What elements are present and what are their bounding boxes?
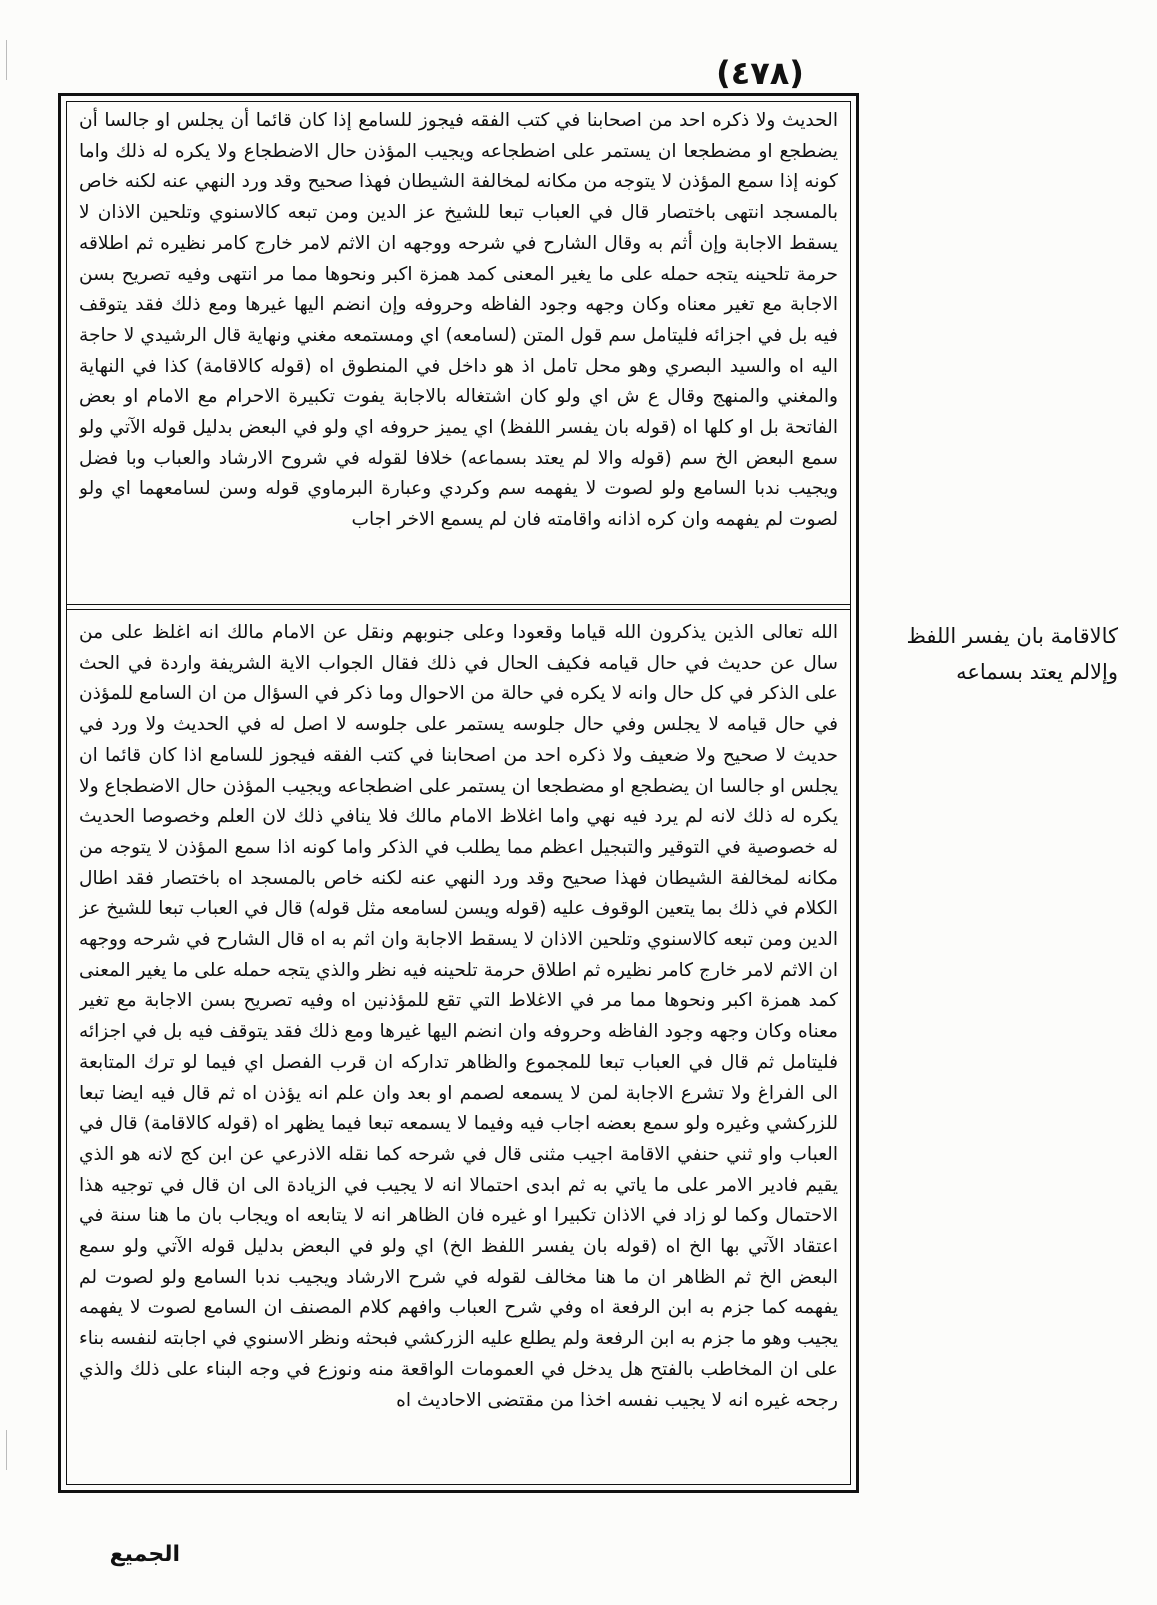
binding-margin-line [6, 1430, 7, 1470]
margin-note [864, 618, 1118, 690]
catchword: الجميع [109, 1542, 180, 1567]
binding-margin-line [6, 40, 7, 80]
section-divider [67, 604, 850, 610]
margin-note-line: وإلالم يعتد بسماعه [956, 660, 1118, 684]
commentary-top-paragraph: الحديث ولا ذكره احد من اصحابنا في كتب الفقه فيجوز للسامع إذا كان قائما أن يجلس او جالسا أن يضطجع او مضطجعا ان يستمر على اضطجاعه ويجيب المؤذن حال الاضطجاع ولا يكره له ذلك واما كونه إذا سمع المؤذن لا يتوجه من مكانه لمخالفة الشيطان فهذا صحيح وقد ورد النهي عنه لكنه خاص بالمسجد انتهى باختصار قال في العباب تبعا للشيخ عز الدين ومن تبعه كالاسنوي وتلحين الاذان لا يسقط الاجابة وإن أثم به وقال الشارح في شرحه ووجهه ان الاثم لامر خارج كامر نظيره ثم اطلاقه حرمة تلحينه يتجه حمله على ما يغير المعنى كمد همزة اكبر ونحوها مما مر انتهى وفيه تصريح بسن الاجابة مع تغير معناه وكان وجهه وجود الفاظه وحروفه وإن انضم اليها غيرها ومع ذلك فقد يتوقف فيه بل في اجزائه فليتامل سم قول المتن (لسامعه) اي ومستمعه مغني ونهاية قال الرشيدي لا حاجة اليه اه والسيد البصري وهو محل تامل اذ هو داخل في المنطوق اه (قوله كالاقامة) كذا في النهاية والمغني والمنهج وقال ع ش اي ولو كان اشتغاله بالاجابة يفوت تكبيرة الاحرام مع الامام او بعض الفاتحة بل او كلها اه (قوله بان يفسر اللفظ) اي يميز حروفه اي ولو في البعض بدليل قوله الآتي ولو سمع البعض الخ سم (قوله والا لم يعتد بسماعه) خلافا لقوله في شروح الارشاد والعباب وبا فضل ويجيب ندبا السامع ولو لصوت لا يفهمه سم وكردي وعبارة البرماوي قوله وسن لسامعهما اي ولو لصوت لم يفهمه وان كره اذانه واقامته فان لم يسمع الاخر اجاب [79, 110, 838, 531]
text-frame [58, 93, 859, 1493]
commentary-top-section [79, 106, 838, 600]
page-number: (٤٧٨) [716, 54, 804, 92]
commentary-bottom-paragraph: الله تعالى الذين يذكرون الله قياما وقعودا وعلى جنوبهم ونقل عن الامام مالك انه اغلظ على من سال عن حديث في حال قيامه فكيف الحال في ذلك فقال الجواب الاية الشريفة واردة في الحث على الذكر في كل حال وانه لا يكره في حالة من الاحوال وما ذكر في السؤال من ان السامع للمؤذن في حال قيامه لا يجلس وفي حال جلوسه يستمر على جلوسه لا اصل له في الحديث ولا ورد في حديث لا صحيح ولا ضعيف ولا ذكره احد من اصحابنا في كتب الفقه فيجوز للسامع اذا كان قائما ان يجلس او جالسا ان يضطجع او مضطجعا ان يستمر على اضطجاعه ويجيب المؤذن حال الاضطجاع ولا يكره له ذلك لانه لم يرد فيه نهي واما اغلاظ الامام مالك فلا ينافي ذلك لان العلم وخصوصا الحديث له خصوصية في التوقير والتبجيل اعظم مما يطلب في الذكر واما كونه اذا سمع المؤذن لا يتوجه من مكانه لمخالفة الشيطان فهذا صحيح وقد ورد النهي عنه لكنه خاص بالمسجد اه باختصار فقد اطال الكلام في ذلك بما يتعين الوقوف عليه (قوله ويسن لسامعه مثل قوله) قال في العباب تبعا للشيخ عز الدين ومن تبعه كالاسنوي وتلحين الاذان لا يسقط الاجابة وان اثم به اه قال الشارح في شرحه ووجهه ان الاثم لامر خارج كامر نظيره ثم اطلاق حرمة تلحينه فيه نظر والذي يتجه حمله على ما يغير المعنى كمد همزة اكبر ونحوها مما مر في الاغلاط التي تقع للمؤذنين اه وفيه تصريح بسن الاجابة مع تغير معناه وكان وجهه وجود الفاظه وحروفه وان انضم اليها غيرها ومع ذلك فقد يتوقف فيه بل في اجزائه فليتامل ثم قال في العباب تبعا للمجموع والظاهر تداركه ان قرب الفصل اي فيما لو ترك المتابعة الى الفراغ ولا تشرع الاجابة لمن لا يسمعه لصمم او بعد وان علم انه يؤذن اه ثم قال فيه ايضا تبعا للزركشي وغيره ولو سمع بعضه اجاب فيه وفيما لا يسمعه تبعا فيما يظهر اه (قوله كالاقامة) قال في العباب واو ثني حنفي الاقامة اجيب مثنى قال في شرحه كما نقله الاذرعي عن ابن كج لانه هو الذي يقيم فادير الامر على ما ياتي به ثم ابدى احتمالا انه لا يجيب في الزيادة الى ان قال في توجيه هذا الاحتمال وكما لو زاد في الاذان تكبيرا او غيره فان الظاهر انه لا يتابعه اه ويجاب بان ما هنا سنة في اعتقاد الآتي بها الخ اه (قوله بان يفسر اللفظ الخ) اي ولو في البعض بدليل قوله الآتي ولو سمع البعض الخ ثم الظاهر ان ما هنا مخالف لقوله في شرح الارشاد ويجيب ندبا السامع ولو لصوت لم يفهمه كما جزم به ابن الرفعة اه وفي شرح العباب وافهم كلام المصنف ان السامع لصوت لا يفهمه يجيب وهو ما جزم به ابن الرفعة ولم يطلع عليه الزركشي فبحثه ونظر الاسنوي في اجابته لنفسه بناء على ان المخاطب بالفتح هل يدخل في العمومات الواقعة منه ونوزع في وجه البناء على ذلك والذي رجحه غيره انه لا يجيب نفسه اخذا من مقتضى الاحاديث اه [79, 622, 838, 1411]
margin-note-line: كالاقامة بان يفسر اللفظ [906, 624, 1118, 648]
text-frame-inner [66, 101, 851, 1485]
commentary-bottom-section [79, 618, 838, 1450]
